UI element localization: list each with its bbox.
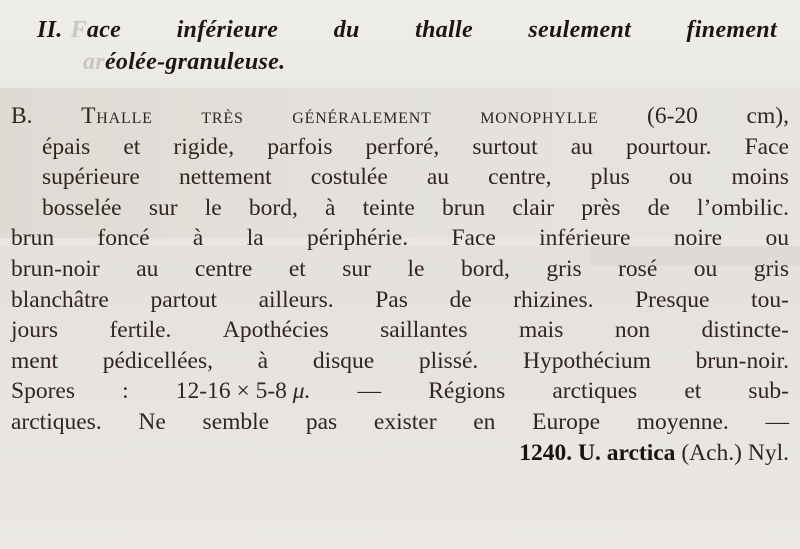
heading-word: thalle	[415, 17, 473, 43]
para-word: gris	[546, 255, 582, 282]
para-word: supérieure	[42, 164, 140, 191]
faded-letter: F	[70, 17, 87, 43]
key-paragraph-b	[11, 101, 789, 468]
para-word: Apothécies	[222, 317, 329, 344]
para-word: bosselée	[42, 194, 122, 221]
para-word: Europe	[532, 408, 601, 435]
para-line	[11, 407, 789, 438]
para-word: sur	[342, 255, 371, 282]
para-word: Régions	[428, 378, 506, 405]
para-word: ou	[668, 164, 693, 191]
caps-word: Thalle	[81, 103, 153, 129]
para-word: à	[257, 347, 269, 374]
para-word: brun-noir.	[695, 347, 789, 374]
para-word: sub-	[748, 378, 789, 405]
para-word: noire	[673, 225, 723, 252]
para-word: teinte	[362, 194, 415, 221]
para-word: saillantes	[380, 317, 468, 344]
para-word: au	[426, 164, 450, 191]
para-word: parfois	[267, 133, 333, 160]
para-word: costulée	[310, 164, 388, 191]
size-unit: cm),	[746, 103, 789, 129]
para-word: pas	[305, 408, 338, 435]
para-word: bord,	[460, 255, 510, 282]
para-word: pourtour.	[625, 133, 712, 160]
para-word: ailleurs.	[258, 286, 334, 313]
para-word: épais	[42, 133, 91, 160]
para-word: et	[123, 133, 141, 160]
para-word: à	[192, 225, 204, 252]
spores-line	[11, 376, 789, 407]
species-authority: (Ach.) Nyl.	[681, 439, 789, 466]
heading-word: seulement	[528, 17, 632, 43]
para-word: disque	[312, 347, 375, 374]
para-word: brun	[442, 194, 486, 221]
para-word: inférieure	[539, 225, 631, 252]
para-word: ou	[765, 225, 789, 252]
para-word: l’ombilic.	[696, 194, 789, 221]
para-line	[11, 254, 789, 285]
faded-letter: ar	[83, 49, 105, 75]
para-word: semble	[202, 408, 270, 435]
key-heading-start	[37, 14, 121, 46]
para-word: ou	[693, 255, 718, 282]
para-word: non	[614, 317, 651, 344]
para-word: au	[570, 133, 593, 160]
heading-word: inférieure	[176, 17, 279, 43]
para-word: la	[246, 225, 264, 252]
heading-word: finement	[686, 17, 777, 43]
para-word: ment	[11, 347, 58, 374]
species-entry	[519, 438, 789, 469]
para-word: brun-noir	[11, 255, 100, 282]
species-number: 1240.	[519, 439, 573, 466]
para-word: près	[581, 194, 621, 221]
key-heading	[37, 14, 777, 78]
para-word: moyenne.	[636, 408, 729, 435]
para-word: de	[449, 286, 472, 313]
species-name: U. arctica	[577, 439, 676, 466]
para-line	[11, 285, 789, 316]
para-word: exister	[373, 408, 437, 435]
para-word: plissé.	[418, 347, 479, 374]
heading-word: ace	[86, 17, 122, 43]
para-word: moins	[731, 164, 789, 191]
para-line	[11, 193, 789, 224]
spores-colon: :	[122, 378, 129, 405]
heading-word: du	[333, 17, 360, 43]
para-word: perforé,	[365, 133, 440, 160]
para-word: le	[204, 194, 222, 221]
size-range: (6-20	[647, 103, 698, 129]
para-word: rigide,	[173, 133, 235, 160]
para-word: centre	[194, 255, 253, 282]
para-word: foncé	[97, 225, 150, 252]
para-word: et	[684, 378, 702, 405]
para-word: tou-	[751, 286, 789, 313]
species-line	[11, 438, 789, 469]
para-line	[11, 223, 789, 254]
para-word: rosé	[618, 255, 658, 282]
para-word: Face	[744, 133, 789, 160]
para-word: de	[647, 194, 670, 221]
spores-unit: μ.	[292, 378, 311, 405]
para-word: blanchâtre	[11, 286, 109, 313]
para-word: à	[325, 194, 336, 221]
para-line	[11, 346, 789, 377]
spores-dims-value: 12-16 × 5-8	[175, 378, 287, 405]
para-word: centre,	[488, 164, 552, 191]
caps-word: monophylle	[480, 103, 599, 129]
para-word: plus	[590, 164, 630, 191]
spores-dimensions	[176, 376, 311, 407]
para-word: Face	[451, 225, 496, 252]
para-word: brun	[11, 225, 55, 252]
para-line	[11, 162, 789, 193]
para-word: gris	[753, 255, 789, 282]
para-word: distincte-	[701, 317, 789, 344]
para-word: le	[407, 255, 425, 282]
para-word: pédicellées,	[102, 347, 213, 374]
para-line	[11, 315, 789, 346]
caps-word: généralement	[292, 103, 432, 129]
para-word: rhizines.	[513, 286, 594, 313]
para-word: en	[473, 408, 496, 435]
para-word: —	[765, 408, 789, 435]
para-word: Hypothécium	[522, 347, 651, 374]
spores-label: Spores	[11, 378, 75, 405]
para-word: arctiques	[552, 378, 638, 405]
para-word: fertile.	[109, 317, 172, 344]
para-word: arctiques.	[11, 408, 102, 435]
para-word: surtout	[472, 133, 538, 160]
para-word: partout	[150, 286, 218, 313]
para-word: jours	[11, 317, 58, 344]
caps-word: très	[201, 103, 244, 129]
key-number: II.	[37, 17, 63, 43]
para-word: sur	[148, 194, 178, 221]
para-line	[11, 132, 789, 163]
para-word: bord,	[248, 194, 298, 221]
key-heading-line-1	[37, 14, 777, 46]
para-line	[11, 101, 789, 132]
para-word: mais	[518, 317, 564, 344]
para-word: Presque	[635, 286, 710, 313]
para-word: nettement	[178, 164, 272, 191]
para-word: et	[288, 255, 306, 282]
para-word: au	[136, 255, 159, 282]
para-word: clair	[512, 194, 555, 221]
em-dash: —	[357, 378, 382, 405]
paragraph-label: B.	[11, 103, 33, 129]
para-word: périphérie.	[306, 225, 409, 252]
para-word: Ne	[138, 408, 166, 435]
para-word: Pas	[375, 286, 408, 313]
heading-word: éolée-granuleuse.	[104, 49, 286, 75]
key-heading-line-2	[37, 46, 777, 78]
